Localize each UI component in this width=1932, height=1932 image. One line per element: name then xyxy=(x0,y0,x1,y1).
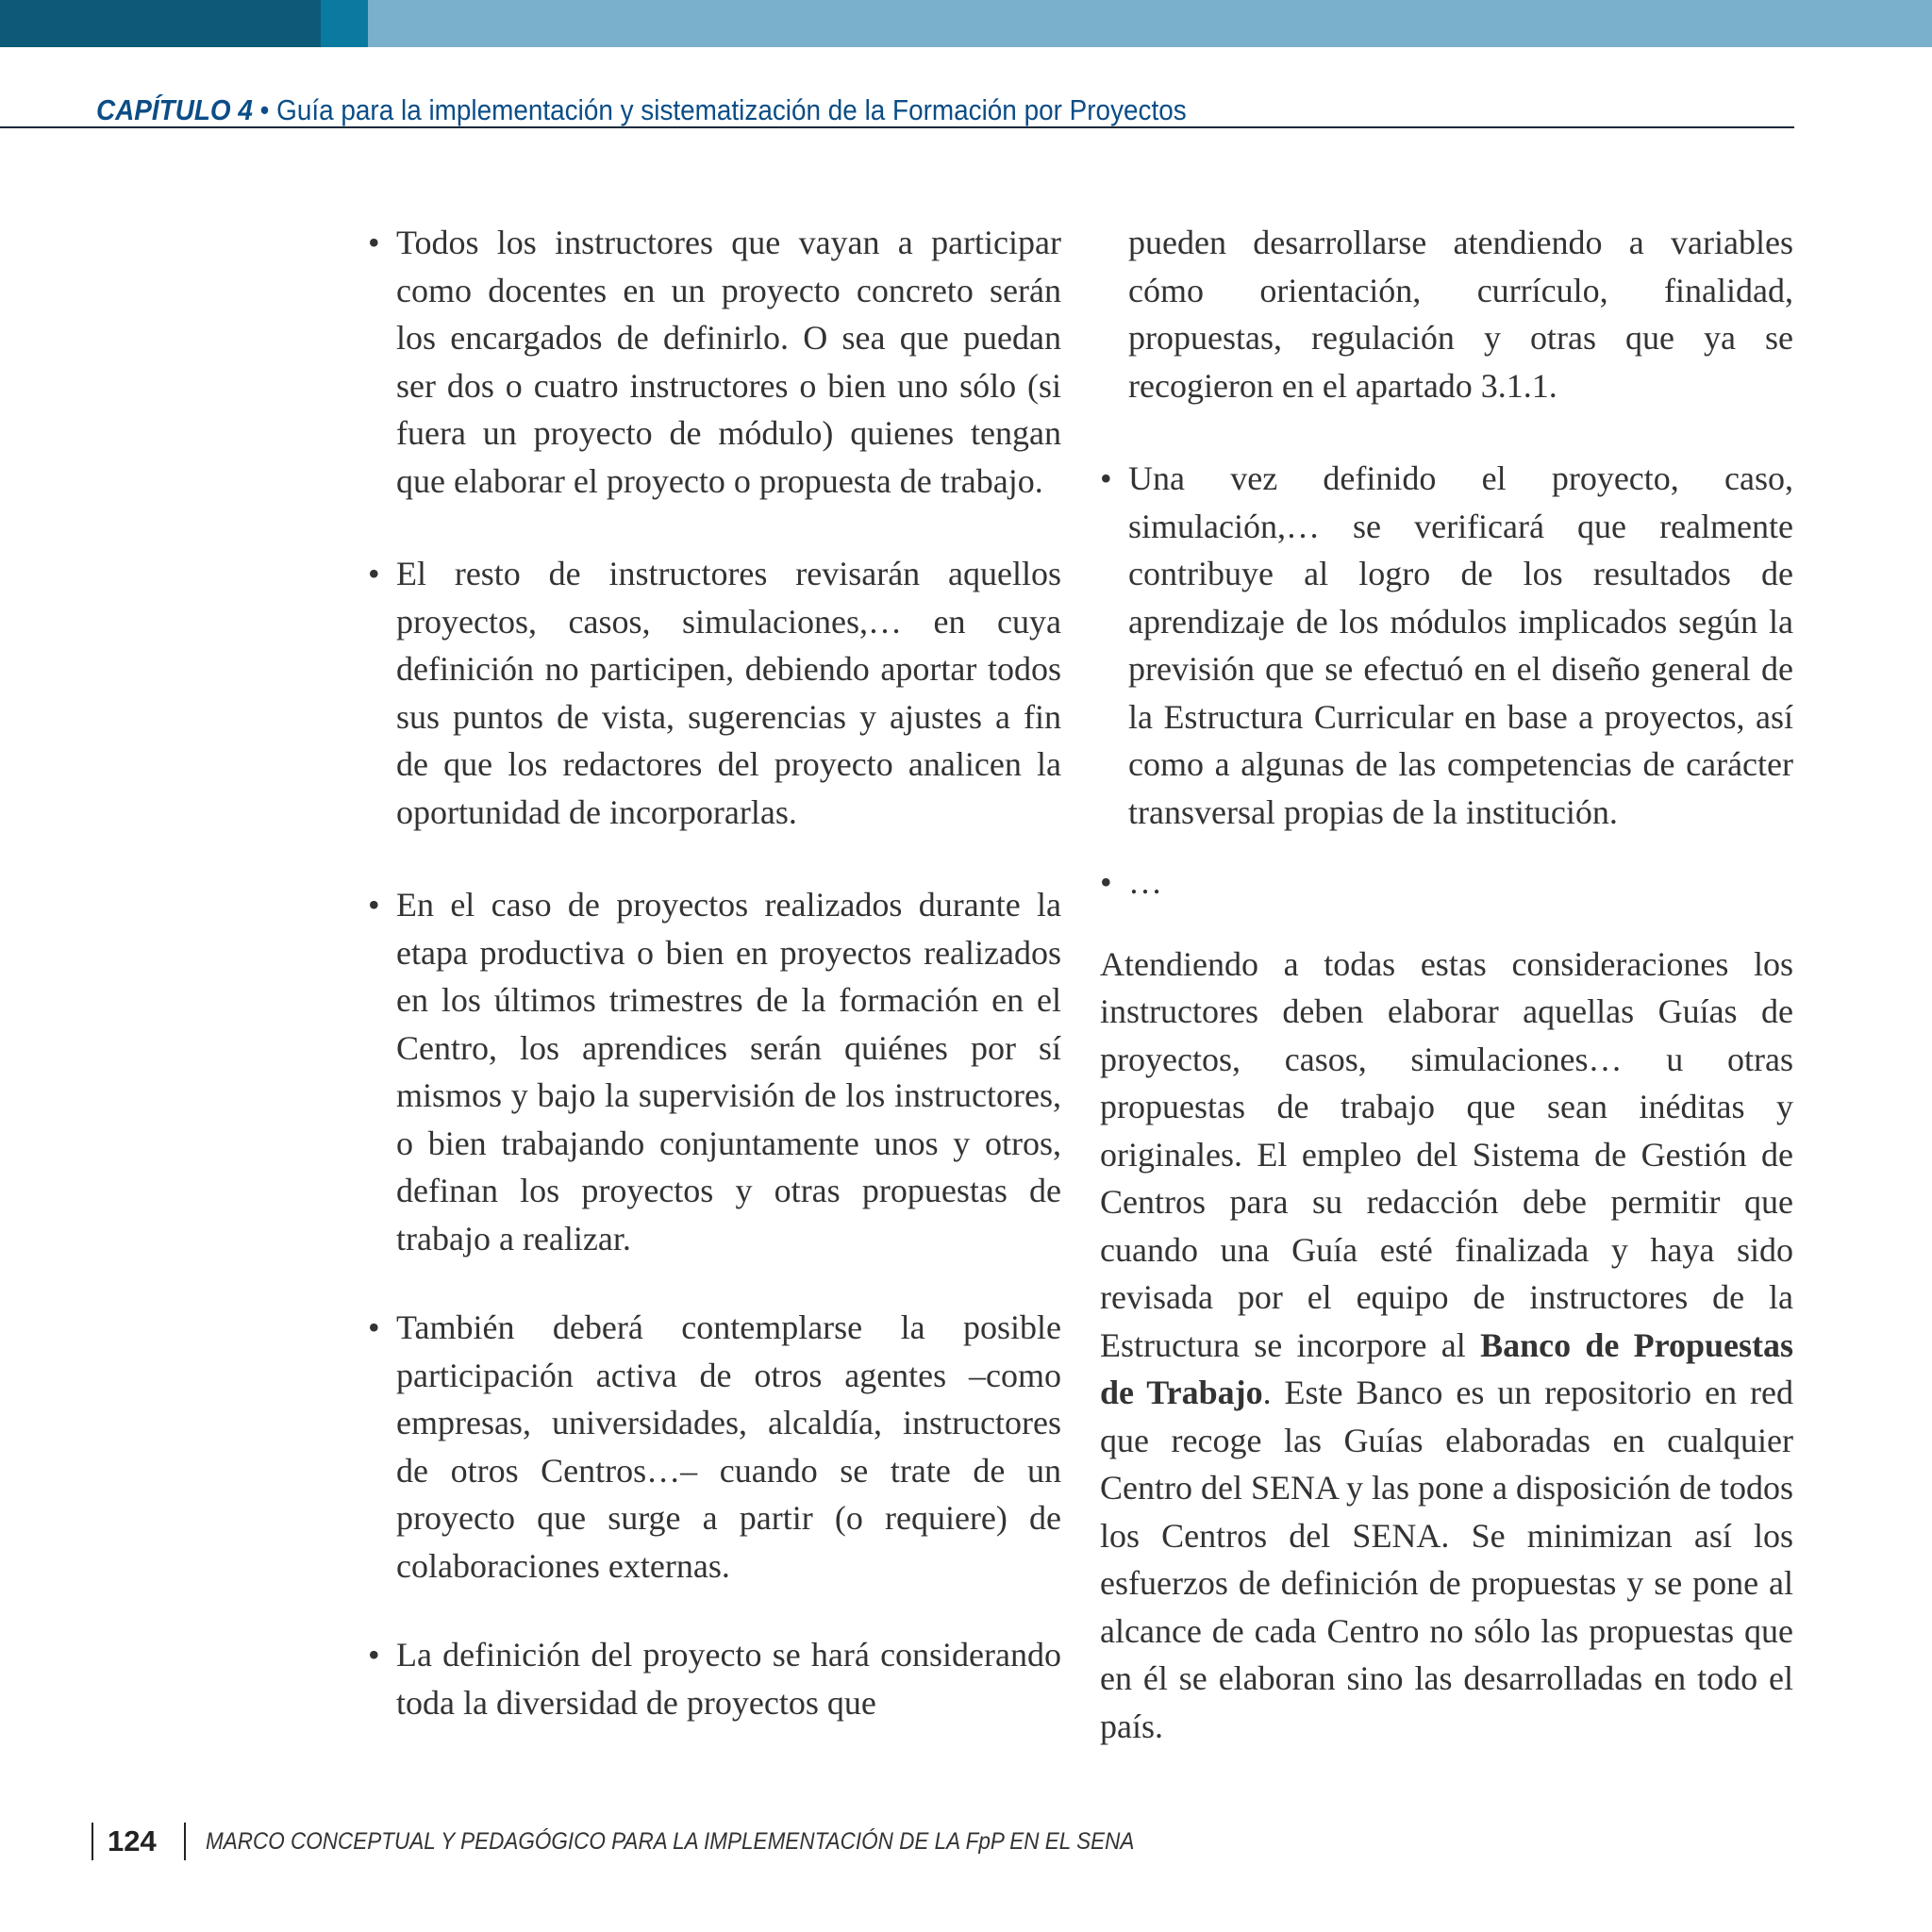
footer-divider xyxy=(184,1823,186,1860)
chapter-label: CAPÍTULO 4 xyxy=(96,93,253,126)
bullet-dot: • xyxy=(1100,459,1112,497)
top-bar-dark-segment xyxy=(0,0,321,47)
bullet-text: La definición del proyecto se hará considerando toda la diversidad de proyectos que xyxy=(396,1636,1061,1722)
bullet-dot: • xyxy=(1100,863,1112,901)
paragraph-text: Atendiendo a todas estas consideraciones los instructores deben elaborar aquellas Guías de proyectos, casos, simulaciones… u otras propuestas de trabajo que sean inéditas y originales. El empleo del Sistema de Gestión de Centros para su redacción debe permitir que cuando una Guía esté finalizada y haya sido revisada por el equipo de instructores de la Estructura se incorpore al xyxy=(1100,944,1793,1364)
chapter-title: Guía para la implementación y sistematización de la Formación por Proyectos xyxy=(276,93,1187,126)
bullet-text: Una vez definido el proyecto, caso, simulación,… se verificará que realmente contribuye al logro de los resultados de aprendizaje de los módulos implicados según la previsión que se efectuó en el diseño general de la Estructura Curricular en base a proyectos, así como a algunas de las competencias de carácter transversal propias de la institución. xyxy=(1128,459,1793,831)
footer-divider xyxy=(92,1823,93,1860)
bullet-item xyxy=(1100,455,1793,836)
body-paragraph xyxy=(1100,941,1793,1751)
bullet-item xyxy=(368,219,1061,505)
header-separator: • xyxy=(259,93,270,126)
bullet-item xyxy=(368,881,1061,1262)
bullet-item xyxy=(368,550,1061,836)
page-number: 124 xyxy=(108,1824,157,1857)
bullet-dot: • xyxy=(368,1636,380,1674)
right-column xyxy=(1100,219,1793,1750)
bullet-dot: • xyxy=(368,224,380,261)
bullet-continuation xyxy=(1100,219,1793,409)
bullet-text: En el caso de proyectos realizados durante la etapa productiva o bien en proyectos realizados en los últimos trimestres de la formación en el Centro, los aprendices serán quiénes por sí mismos y bajo la supervisión de los instructores, o bien trabajando conjuntamente unos y otros, definan los proyectos y otras propuestas de trabajo a realizar. xyxy=(396,886,1061,1257)
bullet-item xyxy=(1100,858,1793,907)
left-column xyxy=(368,219,1061,1726)
bullet-text: También deberá contemplarse la posible participación activa de otros agentes –como empresas, universidades, alcaldía, instructores de otros Centros…– cuando se trate de un proyecto que surge a partir (o requiere) de colaboraciones externas. xyxy=(396,1308,1061,1585)
bullet-text: … xyxy=(1128,863,1162,901)
bullet-dot: • xyxy=(368,555,380,592)
bullet-dot: • xyxy=(368,886,380,924)
bullet-text: El resto de instructores revisarán aquellos proyectos, casos, simulaciones,… en cuya definición no participen, debiendo aportar todos sus puntos de vista, sugerencias y ajustes a fin de que los redactores del proyecto analicen la oportunidad de incorporarlas. xyxy=(396,555,1061,831)
paragraph-bold-term: Banco de Propuestas de Trabajo xyxy=(1100,1325,1794,1411)
bullet-dot: • xyxy=(368,1308,380,1346)
paragraph-text-end: . Este Banco es un repositorio en red que recoge las Guías elaboradas en cualquier Centro del SENA y las pone a disposición de todos los Centros del SENA. Se minimizan así los esfuerzos de definición de propuestas y se pone al alcance de cada Centro no sólo las propuestas que en él se elaboran sino las desarrolladas en todo el país. xyxy=(1100,1374,1793,1745)
bullet-text: Todos los instructores que vayan a participar como docentes en un proyecto concreto serán los encargados de definirlo. O sea que puedan ser dos o cuatro instructores o bien uno sólo (si fuera un proyecto de módulo) quienes tengan que elaborar el proyecto o propuesta de trabajo. xyxy=(396,224,1061,500)
footer-running-title: MARCO CONCEPTUAL Y PEDAGÓGICO PARA LA IMPLEMENTACIÓN DE LA FpP EN EL SENA xyxy=(206,1828,1135,1855)
top-bar-mid-segment xyxy=(321,0,368,47)
top-color-bar xyxy=(0,0,1932,47)
bullet-item xyxy=(368,1631,1061,1726)
bullet-continuation-text: pueden desarrollarse atendiendo a variables cómo orientación, currículo, finalidad, propuestas, regulación y otras que ya se recogieron en el apartado 3.1.1. xyxy=(1128,224,1793,405)
header-rule xyxy=(0,126,1794,128)
bullet-item xyxy=(368,1304,1061,1590)
